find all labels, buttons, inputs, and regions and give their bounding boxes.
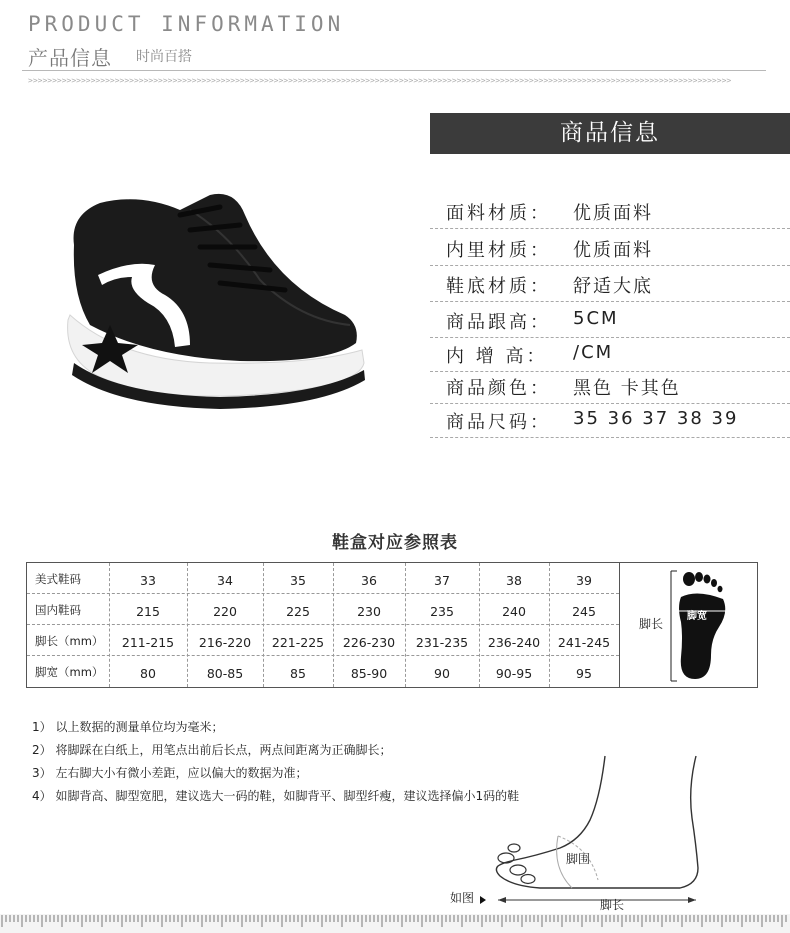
footprint-icon: [667, 567, 755, 685]
info-value: 35 36 37 38 39: [573, 408, 739, 429]
table-cell: 36: [361, 573, 377, 588]
foot-length-diagram-label: 脚长: [600, 898, 625, 912]
info-value: 黑色 卡其色: [573, 378, 681, 399]
row-header-us-size: 美式鞋码: [35, 572, 81, 586]
header-divider: [22, 70, 766, 71]
table-cell: 235: [430, 604, 454, 619]
table-cell: 225: [286, 604, 310, 619]
table-cell: 38: [506, 573, 522, 588]
chevron-divider: >>>>>>>>>>>>>>>>>>>>>>>>>>>>>>>>>>>>>>>>>>>>>>>>>>>>>>>>>>>>>>>>>>>>>>>>>>>>>>>>>>>>>>>>>>>>>>>>>>>>>>>>>>>>>>>>>>>>>>>>>>>>>>>>>>>>>>>>>>>>>>>>>>: [28, 76, 732, 85]
table-cell: 245: [572, 604, 596, 619]
table-cell: 226-230: [342, 635, 396, 650]
info-label: 鞋底材质：: [446, 276, 551, 297]
row-header-foot-width: 脚宽（mm）: [35, 665, 104, 679]
info-label: 商品颜色：: [446, 378, 551, 399]
note-item: 1） 以上数据的测量单位均为毫米；: [32, 720, 224, 734]
info-label: 内 增 高：: [446, 346, 548, 367]
info-row-lining: [430, 232, 790, 266]
header-chinese-title: 产品信息: [28, 46, 112, 70]
table-cell: 240: [502, 604, 526, 619]
ruler-strip: [0, 910, 790, 933]
table-cell: 85: [290, 666, 306, 681]
info-row-inner-height: [430, 338, 790, 372]
info-row-size: [430, 404, 790, 438]
foot-girth-label: 脚围: [566, 852, 591, 866]
table-cell: 39: [576, 573, 592, 588]
table-cell: 37: [434, 573, 450, 588]
table-cell: 220: [213, 604, 237, 619]
table-cell: 230: [357, 604, 381, 619]
info-label: 面料材质：: [446, 203, 551, 224]
table-cell: 90-95: [495, 666, 533, 681]
table-cell: 80: [140, 666, 156, 681]
header-english-title: PRODUCT INFORMATION: [28, 12, 345, 36]
info-value: 舒适大底: [573, 276, 653, 297]
info-label: 内里材质：: [446, 240, 551, 261]
table-cell: 80-85: [206, 666, 244, 681]
note-item: 3） 左右脚大小有微小差距，应以偏大的数据为准；: [32, 766, 308, 780]
table-cell: 95: [576, 666, 592, 681]
info-row-color: [430, 370, 790, 404]
table-cell: 90: [434, 666, 450, 681]
table-cell: 211-215: [121, 635, 175, 650]
info-value: 优质面料: [573, 240, 653, 261]
table-cell: 33: [140, 573, 156, 588]
info-value: 优质面料: [573, 203, 653, 224]
row-header-foot-length: 脚长（mm）: [35, 634, 104, 648]
info-label: 商品跟高：: [446, 312, 551, 333]
info-panel-title: 商品信息: [430, 113, 790, 154]
info-row-fabric: [430, 195, 790, 229]
table-cell: 215: [136, 604, 160, 619]
table-cell: 34: [217, 573, 233, 588]
info-value: /CM: [573, 342, 614, 363]
table-cell: 35: [290, 573, 306, 588]
table-cell: 221-225: [271, 635, 325, 650]
header-subtitle: 时尚百搭: [136, 49, 192, 65]
table-cell: 216-220: [198, 635, 252, 650]
table-cell: 231-235: [415, 635, 469, 650]
foot-measure-diagram: [440, 748, 730, 910]
info-row-sole: [430, 268, 790, 302]
table-cell: 241-245: [557, 635, 611, 650]
as-shown-label: 如图: [450, 891, 475, 905]
foot-length-label: 脚长: [639, 617, 664, 631]
info-label: 商品尺码：: [446, 412, 551, 433]
foot-width-label: 脚宽: [687, 611, 707, 622]
note-item: 4） 如脚背高、脚型宽肥，建议选大一码的鞋，如脚背平、脚型纤瘦，建议选择偏小1码的鞋: [32, 789, 520, 803]
product-shoe-image: [60, 185, 370, 425]
info-row-heel-height: [430, 304, 790, 338]
table-cell: 236-240: [487, 635, 541, 650]
size-table: [26, 562, 758, 688]
note-item: 2） 将脚踩在白纸上，用笔点出前后长点，两点间距离为正确脚长；: [32, 743, 392, 757]
info-value: 5CM: [573, 308, 619, 329]
table-cell: 85-90: [350, 666, 388, 681]
size-table-title: 鞋盒对应参照表: [332, 533, 458, 553]
row-header-cn-size: 国内鞋码: [35, 603, 81, 617]
